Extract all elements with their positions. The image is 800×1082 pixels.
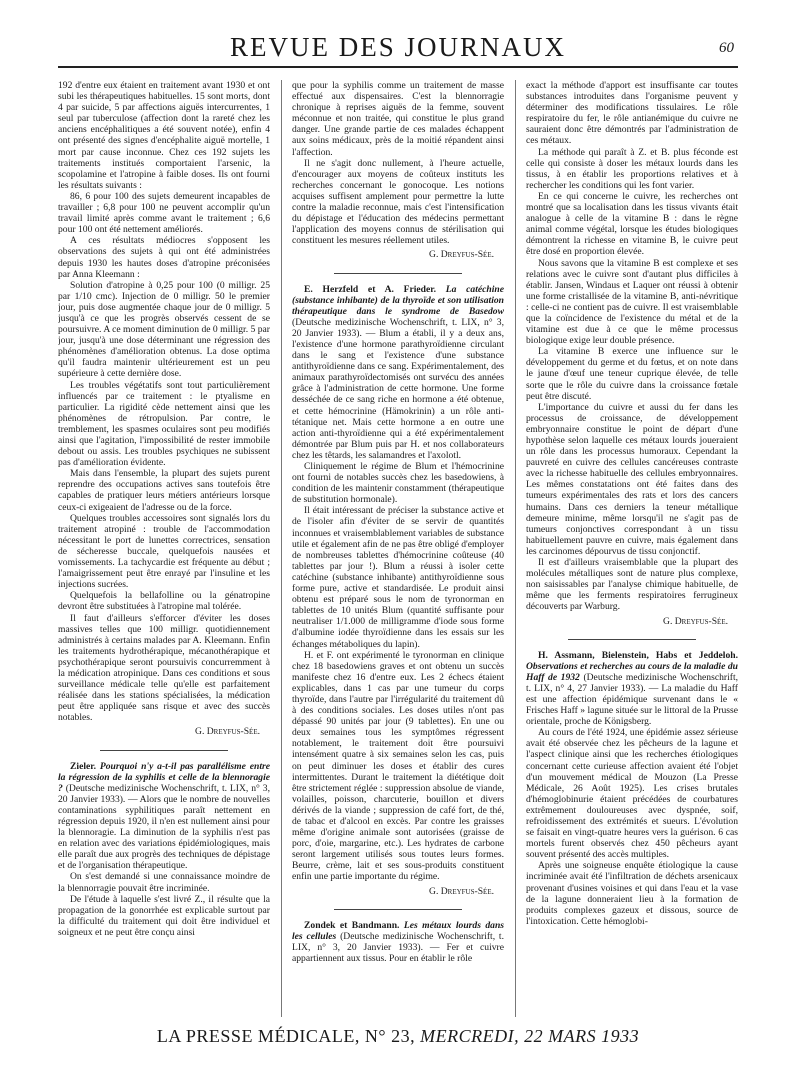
- article-authors: H. Assmann, Bielenstein, Habs et Jeddeloh.: [538, 649, 738, 661]
- paragraph: Solution d'atropine à 0,25 pour 100 (0 milligr. 25 par 1/10 cmc). Injection de 0 milligr. 50 le premier jour, puis dose augmentée chaque jour de 0 milligr. 5 jusqu'à ce que les progrès observés cessent de se poursuivre. A ce moment diminution de 0 milligr. 5 par jour, jusqu'à une dose déterminant une régression des phénomènes d'amélioration obtenus. La dose optima qu'il faudra maintenir ultérieurement est un peu supérieure à cette dernière dose.: [58, 279, 270, 380]
- paragraph: La vitamine B exerce une influence sur le développement du germe et du fœtus, et on note dans le jaune d'œuf une teneur cuprique élevée, de telle sorte que le rôle du cuivre dans la croissance fœtale peut être discuté.: [526, 346, 738, 402]
- paragraph: Mais dans l'ensemble, la plupart des sujets purent reprendre des occupations actives sans toutefois être capables de pratiquer leurs métiers antérieurs lorsque ceux-ci exigeaient de l'adresse ou de la force.: [58, 468, 270, 513]
- article-citation: (Deutsche medizinische Wochenschrift, t. LIX, n° 4, 27 Janvier 1933). — La maladie du Haff est une affection épidémique survenant dans le « Frisches Haff » lagune située sur le littoral de la Prusse orientale, proche de Königsberg.: [526, 671, 738, 728]
- paragraph: que pour la syphilis comme un traitement de masse effectué aux dispensaires. C'est la blennorragie chronique à reprises aiguës de la femme, souvent méconnue et non traitée, qui constitue le plus grand danger. Une grande partie de ces malades échappent aux soins médicaux, près de la moitié répandent ainsi l'affection.: [292, 80, 504, 158]
- paragraph: La méthode qui paraît à Z. et B. plus féconde est celle qui consiste à doser les métaux lourds dans les tissus, à en établir les proportions relatives et à rechercher les conditions qui les font varier.: [526, 146, 738, 191]
- article-citation: (Deutsche medizinische Wochenschrift, t. LIX, n° 3, 20 Janvier 1933). — Fer et cuivre appartiennent aux tissus. Pour en établir le rôle: [292, 930, 504, 964]
- paragraph: En ce qui concerne le cuivre, les recherches ont montré que sa localisation dans les tissus vivants était analogue à celle de la vitamine B : dans le règne animal comme végétal, lorsque les études biologiques démontrent la richesse en vitamine B, le cuivre peut être dosé en proportion élevée.: [526, 190, 738, 258]
- journal-title: REVUE DES JOURNAUX: [229, 32, 566, 62]
- paragraph: H. et F. ont expérimenté le tyronorman en clinique chez 18 basedowiens graves et ont obtenu un succès manifeste chez 16 d'entre eux. Les 2 échecs étaient explicables, dans 1 cas par une tumeur du corps thyroïde, dans l'autre par l'irrégularité du traitement dû à des conditions sociales. Les doses utiles n'ont pas dépassé 90 unités par jour (9 tablettes). En une ou deux semaines tous les symptômes régressent notablement, le traitement doit être poursuivi intensément quatre à six semaines selon les cas, puis on peut diminuer les doses et établir des cures intermittentes. Durant le traitement la diététique doit être strictement réglée : suppression absolue de viande, volailles, poisson, charcuterie, bouillon et divers dérivés de la viande ; suppression de café fort, de thé, de tabac et d'alcool en excès. Par contre les graisses même d'origine animale sont autorisées (graisse de porc, d'oie, margarine, etc.). Les hydrates de carbone seront largement utilisés sous toutes leurs formes. Beurre, crème, lait et ses sous-produits constituent enfin une partie importante du régime.: [292, 649, 504, 883]
- article-heading: [58, 761, 270, 872]
- page-number: 60: [719, 40, 734, 56]
- paragraph: Il est d'ailleurs vraisemblable que la plupart des molécules métalliques sont de nature plus complexe, non saisissables par l'analyse chimique habituelle, de même que les ferments respiratoires ferrugineux découverts par Warburg.: [526, 557, 738, 613]
- masthead: [58, 26, 738, 68]
- author-signature: G. Dreyfus-Sée.: [195, 726, 260, 738]
- paragraph: Quelques troubles accessoires sont signalés lors du traitement atropiné : trouble de l'accommodation nécessitant le port de lunettes correctrices, sensation de sécheresse buccale, quelquefois nausées et vomissements. La tachycardie est fréquente au début ; l'amaigrissement peut être enrayé par l'insuline et les injections sucrées.: [58, 512, 270, 591]
- paragraph: Il était intéressant de préciser la substance active et de l'isoler afin d'éviter de se servir de quantités inconnues et vraisemblablement variables de substance utile et également afin de ne pas être obligé d'employer de nombreuses tablettes d'hémocrinine coûteuse (40 tablettes par jour !). Blum a réussi à isoler cette catéchine (substance inhibante) antithyroïdienne sous forme pure, active et standardisée. Le produit ainsi obtenu est préparé sous le nom de tyronorman en tablettes de 10 unités Blum (quantité suffisante pour neutraliser 1/1.000 de milligramme d'iode sous forme d'albumine iodée thyroïdienne dans les essais sur les échanges métaboliques du lapin).: [292, 505, 504, 650]
- paragraph: Nous savons que la vitamine B est complexe et ses relations avec le cuivre sont d'autant plus difficiles à établir. Jansen, Windaus et Laquer ont réussi à obtenir une forme cristallisée de la vitamine B, anti-névritique : celle-ci ne contient pas de cuivre. Il est vraisemblable que la coïncidence de l'existence du métal et de la vitamine est due à ce que le même processus biologique exige leur double présence.: [526, 257, 738, 347]
- paragraph: Cliniquement le régime de Blum et l'hémocrinine ont fourni de notables succès chez les basedowiens, à condition de les maintenir constamment (thérapeutique de substitution hormonale).: [292, 461, 504, 506]
- paragraph: De l'étude à laquelle s'est livré Z., il résulte que la propagation de la gonorrhée est explicable surtout par la difficulté du traitement qui doit être individuel et soigneux et ne peut être conçu ainsi: [58, 893, 270, 938]
- author-signature: G. Dreyfus-Sée.: [429, 249, 494, 261]
- article-title: Observations et recherches au cours de la maladie du Haff de 1932: [526, 660, 738, 683]
- article-heading: [526, 650, 738, 728]
- column-1: [58, 80, 270, 1017]
- article-authors: Zieler.: [70, 760, 97, 772]
- article-title: Pourquoi n'y a-t-il pas parallélisme entre la régression de la syphilis et celle de la blennoragie ?: [58, 760, 270, 794]
- article-separator: [334, 909, 461, 910]
- article-columns: [58, 80, 738, 1017]
- paragraph: Après une soigneuse enquête étiologique la cause incriminée avait été l'infiltration de déchets arsenicaux provenant d'usines voisines et qui dans l'eau et la vase de la lagune donneraient lieu à la formation de produits complexes gazeux et dissous, source de l'intoxication. Cette hémoglobi-: [526, 860, 738, 927]
- article-title: La catéchine (substance inhibante) de la thyroïde et son utilisation thérapeutique dans le syndrome de Basedow: [292, 283, 504, 317]
- article-separator: [334, 273, 461, 274]
- paragraph: Les troubles végétatifs sont tout particulièrement influencés par ce traitement : le ptyalisme en particulier. La rigidité cède nettement ainsi que les phénomènes de rétropulsion. Par contre, le tremblement, les spasmes oculaires sont peu modifiés ainsi que l'agitation, l'impossibilité de rester immobile debout ou assis. Les troubles psychiques ne subissent pas d'amélioration évidente.: [58, 379, 270, 469]
- article-heading: [292, 920, 504, 964]
- paragraph: exact la méthode d'apport est insuffisante car toutes substances introduites dans l'organisme peuvent y déterminer des modifications tissulaires. Le rôle respiratoire du fer, le rôle antianémique du cuivre ne sauraient donc être démontrés par l'administration de ces métaux.: [526, 80, 738, 147]
- author-signature: G. Dreyfus-Sée.: [429, 885, 494, 897]
- paragraph: 192 d'entre eux étaient en traitement avant 1930 et ont subi les thérapeutiques habituelles. 15 sont morts, dont 4 par suicide, 5 par affections aiguës intercurrentes, 1 seul par tuberculose (affection dont la rareté chez les anciens encéphalitiques a été souvent notée), enfin 4 ont présenté des signes d'encéphalite aiguë mortelle, 1 mort par cause inconnue. Chez ces 192 sujets les traitements institués comportaient l'arsenic, la scopolamine et l'atropine à faible doses. Ils ont fourni les résultats suivants :: [58, 80, 270, 191]
- page-footer: [58, 1026, 738, 1047]
- article-authors: E. Herzfeld et A. Frieder.: [304, 283, 437, 295]
- paragraph: Au cours de l'été 1924, une épidémie assez sérieuse avait été observée chez les pêcheurs de la lagune et l'aspect clinique ainsi que les recherches étiologiques concernant cette curieuse affection avaient été l'objet d'un mouvement médical de Mouzon (La Presse Médicale, 26 Août 1925). Les crises brutales d'hémoglobinurie étaient précédées de courbatures extrêmement douloureuses avec dyspnée, soif, refroidissement des extrémités et sueurs. L'évolution se faisait en vingt-quatre heures vers la guérison. 6 cas mortels furent observés chez 450 pêcheurs ayant souvent présenté des accès multiples.: [526, 727, 738, 861]
- article-separator: [568, 639, 695, 640]
- paragraph: On s'est demandé si une connaissance moindre de la blennorragie pouvait être incriminée.: [58, 871, 270, 894]
- article-heading: [292, 284, 504, 462]
- paragraph: Il faut d'ailleurs s'efforcer d'éviter les doses massives telles que 100 milligr. quotidiennement administrés à certains malades par A. Kleemann. Enfin les traitements hydrothérapique, mécanothérapique et psychothérapique seront poursuivis concurremment à la médication atropinique. Dans ces conditions et sous surveillance médicale telle qu'elle est parfaitement réalisée dans les stations spécialisées, la médication peut être appliquée sans risque et avec des succès notables.: [58, 612, 270, 724]
- footer-journal: LA PRESSE MÉDICALE, N° 23,: [156, 1026, 416, 1046]
- paragraph: Quelquefois la bellafolline ou la génatropine devront être substituées à l'atropine mal tolérée.: [58, 590, 270, 613]
- paragraph: A ces résultats médiocres s'opposent les observations des sujets à qui ont été administrées depuis 1930 les hautes doses d'atropine préconisées par Anna Kleemann :: [58, 235, 270, 280]
- article-citation: (Deutsche medizinische Wochenschrift, t. LIX, n° 3, 20 Janvier 1933). — Alors que le nombre de nouvelles contaminations syphilitiques paraît nettement en régression depuis 1920, il n'en est nullement ainsi pour la blennoragie. La diminution de la syphilis n'est pas en relation avec des variations épidémiologiques, mais elle paraît due aux progrès des techniques de dépistage et de l'organisation thérapeutique.: [58, 782, 270, 872]
- paragraph: 86, 6 pour 100 des sujets demeurent incapables de travailler ; 6,8 pour 100 ne peuvent accomplir qu'un travail limité après comme avant le traitement ; 6,6 pour 100 ont été nettement améliorés.: [58, 190, 270, 236]
- article-separator: [100, 750, 227, 751]
- article-title: Les métaux lourds dans les cellules: [292, 919, 504, 942]
- footer-date: MERCREDI, 22 MARS 1933: [420, 1026, 640, 1046]
- article-citation: (Deutsche medizinische Wochenschrift, t. LIX, n° 3, 20 Janvier 1933). — Blum a établi, il y a deux ans, l'existence d'une hormone parathyroïdienne circulant dans le sang et l'existence d'une substance antithyroïdienne dans ce sang. Expérimentalement, des animaux parathyroïdectomisés ont survécu des années grâce à l'administration de cette hormone. Une forme desséchée de ce sang riche en hormone a été obtenue, et cette hémocrinine (Hämokrinin) a un rôle anti-tétanique net. Mais cette hormone a en outre une action anti-thyroïdienne qui a été expérimentalement démontrée par Blum puis par H. et nos collaborateurs chez les têtards, les salamandres et l'axolotl.: [292, 316, 504, 461]
- paragraph: L'importance du cuivre et aussi du fer dans les processus de croissance, de développement embryonnaire constitue le point de départ d'une hypothèse selon laquelle ces métaux lourds joueraient un rôle dans les processus humoraux. Cependant la pauvreté en cuivre des cellules cancéreuses contraste avec la richesse habituelle des cellules embryonnaires. Les mêmes constatations ont été faites dans des tumeurs expérimentales des rats et lors des cancers humains. Dans ces derniers la teneur métallique demeure minime, même lorsqu'il ne s'agit pas de tumeurs conjonctives correspondant à un tissu habituellement pauvre en cuivre, mais également dans les carcinomes dépourvus de tissu conjonctif.: [526, 401, 738, 557]
- author-signature: G. Dreyfus-Sée.: [663, 615, 728, 627]
- column-3: [515, 80, 738, 1017]
- article-authors: Zondek et Bandmann.: [304, 919, 400, 931]
- column-2: [281, 80, 504, 1017]
- paragraph: Il ne s'agit donc nullement, à l'heure actuelle, d'encourager aux moyens de coûteux instituts les recherches concernant le gonocoque. Les notions acquises suffisent amplement pour permettre la lutte contre la maladie reconnue, mais c'est l'intensification du dépistage et l'éducation des médecins permettant l'application des moyens connus de stérilisation qui constituent les mesures réellement utiles.: [292, 157, 504, 247]
